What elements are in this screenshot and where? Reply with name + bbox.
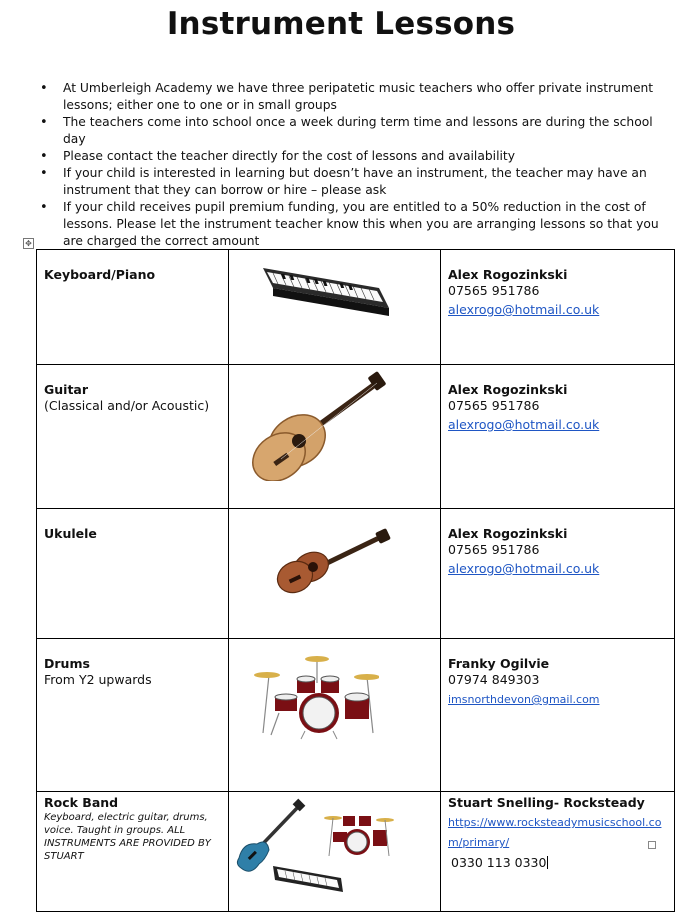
- bullet-item: • The teachers come into school once a week during term time and lessons are during the school day: [22, 114, 672, 148]
- instrument-cell: [37, 792, 229, 912]
- keyboard-small-icon: [273, 866, 343, 892]
- page-title: Instrument Lessons: [166, 6, 516, 42]
- instrument-note: From Y2 upwards: [44, 672, 152, 687]
- teacher-name: Alex Rogozinkski: [448, 382, 568, 397]
- image-cell: [229, 792, 441, 912]
- teacher-email-link[interactable]: alexrogo@hotmail.co.uk: [448, 302, 600, 317]
- table-move-handle-icon[interactable]: ✥: [23, 238, 34, 249]
- text-cursor: [547, 856, 548, 869]
- bullet-item: • If your child receives pupil premium funding, you are entitled to a 50% reduction in the cost of lessons. Please let the instrument teacher know this when you are arranging lessons so that you are charged the correct amount: [22, 199, 672, 250]
- teacher-phone: 07565 951786: [448, 398, 540, 413]
- table-row: [37, 365, 675, 509]
- table-resize-handle[interactable]: [648, 841, 656, 849]
- acoustic-guitar-icon: [249, 371, 389, 481]
- table-row: [37, 639, 675, 792]
- instrument-cell: [37, 639, 229, 792]
- teacher-phone: 07565 951786: [448, 283, 540, 298]
- school-website-link[interactable]: https://www.rocksteadymusicschool.com/primary/: [448, 816, 662, 849]
- contact-cell: [441, 792, 675, 912]
- teacher-email-link[interactable]: imsnorthdevon@gmail.com: [448, 693, 600, 706]
- instrument-cell: [37, 365, 229, 509]
- table-row: [37, 250, 675, 365]
- bullet-item: • At Umberleigh Academy we have three peripatetic music teachers who offer private instrument lessons; either one to one or in small groups: [22, 80, 672, 114]
- image-cell: [229, 365, 441, 509]
- bullet-item: • If your child is interested in learning but doesn’t have an instrument, the teacher may have an instrument that they can borrow or hire – please ask: [22, 165, 672, 199]
- teacher-name: Stuart Snelling- Rocksteady: [448, 795, 645, 810]
- teacher-phone[interactable]: 0330 113 0330: [451, 855, 547, 870]
- instrument-name: Guitar: [44, 382, 89, 397]
- table-row: [37, 792, 675, 912]
- instrument-name: Drums: [44, 656, 90, 671]
- teacher-phone: 07974 849303: [448, 672, 540, 687]
- bullet-item: • Please contact the teacher directly for the cost of lessons and availability: [22, 148, 672, 165]
- lessons-table: [36, 249, 675, 912]
- instrument-note: (Classical and/or Acoustic): [44, 398, 210, 413]
- contact-cell: [441, 250, 675, 365]
- image-cell: [229, 639, 441, 792]
- info-bullet-list: [22, 80, 672, 250]
- table-row: [37, 509, 675, 639]
- image-cell: [229, 509, 441, 639]
- instrument-cell: [37, 509, 229, 639]
- contact-cell: [441, 509, 675, 639]
- instrument-name: Keyboard/Piano: [44, 267, 156, 282]
- drum-kit-icon: [249, 653, 379, 743]
- instrument-cell: [37, 250, 229, 365]
- ukulele-icon: [275, 527, 395, 597]
- teacher-email-link[interactable]: alexrogo@hotmail.co.uk: [448, 417, 600, 432]
- teacher-phone: 07565 951786: [448, 542, 540, 557]
- instrument-note: Keyboard, electric guitar, drums, voice. Taught in groups. ALL INSTRUMENTS ARE PROVIDED BY STUART: [44, 812, 211, 862]
- keyboard-piano-icon: [259, 260, 399, 332]
- drum-kit-small-icon: [324, 816, 394, 856]
- contact-cell: [441, 365, 675, 509]
- teacher-email-link[interactable]: alexrogo@hotmail.co.uk: [448, 561, 600, 576]
- teacher-name: Alex Rogozinkski: [448, 267, 568, 282]
- rock-band-instruments-icon: [233, 798, 433, 902]
- teacher-name: Franky Ogilvie: [448, 656, 550, 671]
- instrument-name: Ukulele: [44, 526, 97, 541]
- contact-cell: [441, 639, 675, 792]
- instrument-name: Rock Band: [44, 795, 119, 810]
- electric-guitar-icon: [237, 799, 305, 872]
- teacher-name: Alex Rogozinkski: [448, 526, 568, 541]
- image-cell: [229, 250, 441, 365]
